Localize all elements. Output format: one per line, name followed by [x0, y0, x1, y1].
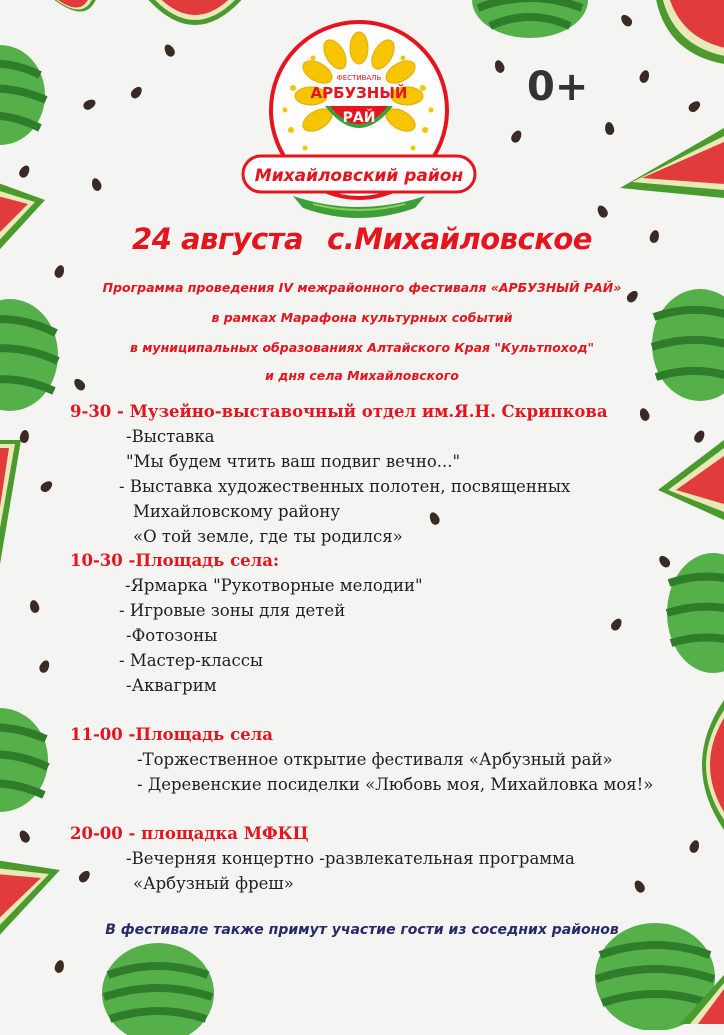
event-date-place: [0, 222, 724, 256]
seed-decoration: [638, 69, 651, 84]
seed-decoration: [90, 177, 103, 192]
schedule-item: - Мастер-классы: [119, 651, 264, 670]
schedule-item: «Арбузный фреш»: [133, 874, 294, 893]
seed-decoration: [687, 99, 703, 114]
schedule-item: - Игровые зоны для детей: [119, 601, 346, 620]
seed-decoration: [39, 479, 55, 494]
watermelon-icon: [0, 40, 50, 150]
watermelon-icon: [98, 935, 218, 1035]
schedule-item: -Вечерняя концертно -развлекательная программа: [126, 849, 575, 868]
footer-note: В фестивале также примут участие гости из соседних районов: [105, 922, 619, 938]
seed-decoration: [595, 204, 609, 220]
schedule-heading: 11-00 -Площадь села: [70, 725, 273, 744]
schedule-item: - Выставка художественных полотен, посвященных: [119, 477, 571, 496]
seed-decoration: [609, 617, 624, 633]
schedule-heading: 10-30 -Площадь села:: [70, 551, 280, 570]
seed-decoration: [17, 164, 31, 180]
event-date: 24 августа: [132, 222, 304, 256]
logo-title: АРБУЗНЫЙ: [310, 84, 408, 102]
seed-decoration: [53, 264, 66, 279]
age-rating: 0+: [527, 64, 589, 110]
schedule-item: - Деревенские посиделки «Любовь моя, Михайловка моя!»: [137, 775, 654, 794]
subtitle-line: в муниципальных образованиях Алтайского Края "Культпоход": [129, 340, 595, 355]
seed-decoration: [688, 839, 701, 854]
schedule-item: -Ярмарка "Рукотворные мелодии": [125, 576, 423, 595]
watermelon-icon: [470, 0, 590, 40]
seed-decoration: [493, 59, 506, 74]
seed-decoration: [509, 129, 523, 145]
seed-decoration: [604, 121, 615, 135]
watermelon-slice-icon: [0, 440, 35, 570]
seed-decoration: [638, 407, 651, 422]
schedule-item: Михайловскому району: [133, 502, 341, 521]
logo-title-2: РАЙ: [342, 110, 376, 126]
subtitle-line: и дня села Михайловского: [265, 368, 459, 383]
logo-small-text: ФЕСТИВАЛЬ: [336, 74, 382, 82]
schedule-item: -Выставка: [126, 427, 215, 446]
watermelon-slice-icon: [620, 128, 724, 208]
seed-decoration: [162, 43, 176, 59]
seed-decoration: [17, 829, 31, 845]
watermelon-icon: [665, 548, 724, 678]
seed-decoration: [428, 511, 442, 527]
subtitle-line: Программа проведения IV межрайонного фестиваля «АРБУЗНЫЙ РАЙ»: [102, 280, 622, 295]
seed-decoration: [82, 97, 98, 111]
seed-decoration: [77, 869, 92, 885]
seed-decoration: [53, 959, 65, 974]
seed-decoration: [619, 13, 634, 29]
festival-logo: [233, 18, 485, 223]
schedule-item: -Торжественное открытие фестиваля «Арбузный рай»: [137, 750, 613, 769]
schedule-heading: 20-00 - площадка МФКЦ: [70, 824, 309, 843]
seed-decoration: [632, 879, 646, 895]
schedule-item: -Фотозоны: [126, 626, 218, 645]
schedule-item: "Мы будем чтить ваш подвиг вечно...": [126, 452, 461, 471]
watermelon-slice-icon: [650, 0, 724, 70]
watermelon-slice-icon: [680, 975, 724, 1024]
schedule-item: -Аквагрим: [126, 676, 217, 695]
schedule-heading: 9-30 - Музейно-выставочный отдел им.Я.Н. Скрипкова: [70, 402, 608, 421]
watermelon-slice-icon: [658, 440, 724, 520]
seed-decoration: [129, 85, 144, 101]
watermelon-slice-icon: [680, 700, 724, 830]
event-place: с.Михайловское: [327, 222, 592, 256]
schedule-item: «О той земле, где ты родился»: [133, 527, 403, 546]
watermelon-icon: [0, 705, 50, 815]
seed-decoration: [38, 659, 52, 675]
subtitle-line: в рамках Марафона культурных событий: [211, 310, 513, 325]
logo-region: Михайловский район: [254, 166, 464, 186]
seed-decoration: [28, 599, 40, 614]
